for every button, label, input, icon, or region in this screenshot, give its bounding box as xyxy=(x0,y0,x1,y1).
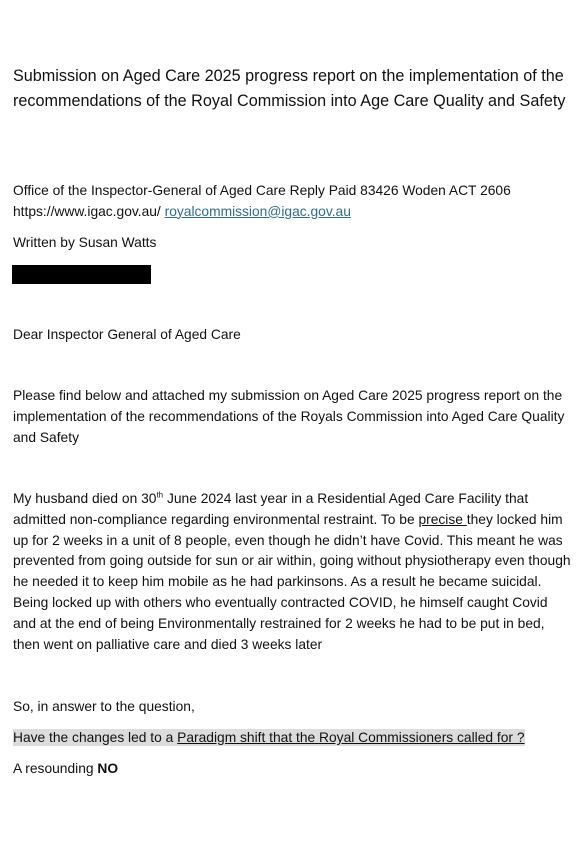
verdict-line: A resounding NO xyxy=(13,761,119,776)
document-title: Submission on Aged Care 2025 progress report on the implementation of the recommendations of the Royal Commission into Age Care Quality and Safety xyxy=(13,67,566,110)
underlined-word: precise xyxy=(418,511,467,527)
email-link[interactable]: royalcommission@igac.gov.au xyxy=(164,203,351,219)
recipient-address: Office of the Inspector-General of Aged Care Reply Paid 83426 Woden ACT 2606 xyxy=(13,183,511,198)
author-line: Written by Susan Watts xyxy=(13,235,157,250)
question-line xyxy=(13,728,573,749)
body-paragraph: My husband died on 30th June 2024 last year in a Residential Aged Care Facility that admitted non-compliance regarding environmental restraint. To be precise they locked him up for 2 weeks in a unit of 8 people, even though he didn’t have Covid. This meant he was prevented from going outside for sun or air within, going without physiotherapy even though he needed it to keep him mobile as he had parkinsons. As a result he became suicidal. Being locked up with others who eventually contracted COVID, he himself caught Covid and at the end of being Environmentally restrained for 2 weeks he had to be put in bed, then went on palliative care and died 3 weeks later xyxy=(13,490,571,652)
underlined-question: Paradigm shift that the Royal Commissioners called for ? xyxy=(177,730,525,745)
redacted-block xyxy=(12,265,151,284)
intro-paragraph: Please find below and attached my submission on Aged Care 2025 progress report on the implementation of the recommendations of the Royals Commission into Aged Care Quality and Safety xyxy=(13,388,565,445)
website-url: https://www.igac.gov.au/ xyxy=(13,203,161,219)
highlighted-question: Have the changes led to a Paradigm shift that the Royal Commissioners called for ? xyxy=(13,730,525,745)
answer-lead: So, in answer to the question, xyxy=(13,699,195,714)
salutation: Dear Inspector General of Aged Care xyxy=(13,327,241,342)
recipient-address-block xyxy=(13,181,573,223)
superscript-ordinal: th xyxy=(156,490,164,500)
verdict-no: NO xyxy=(97,761,119,776)
